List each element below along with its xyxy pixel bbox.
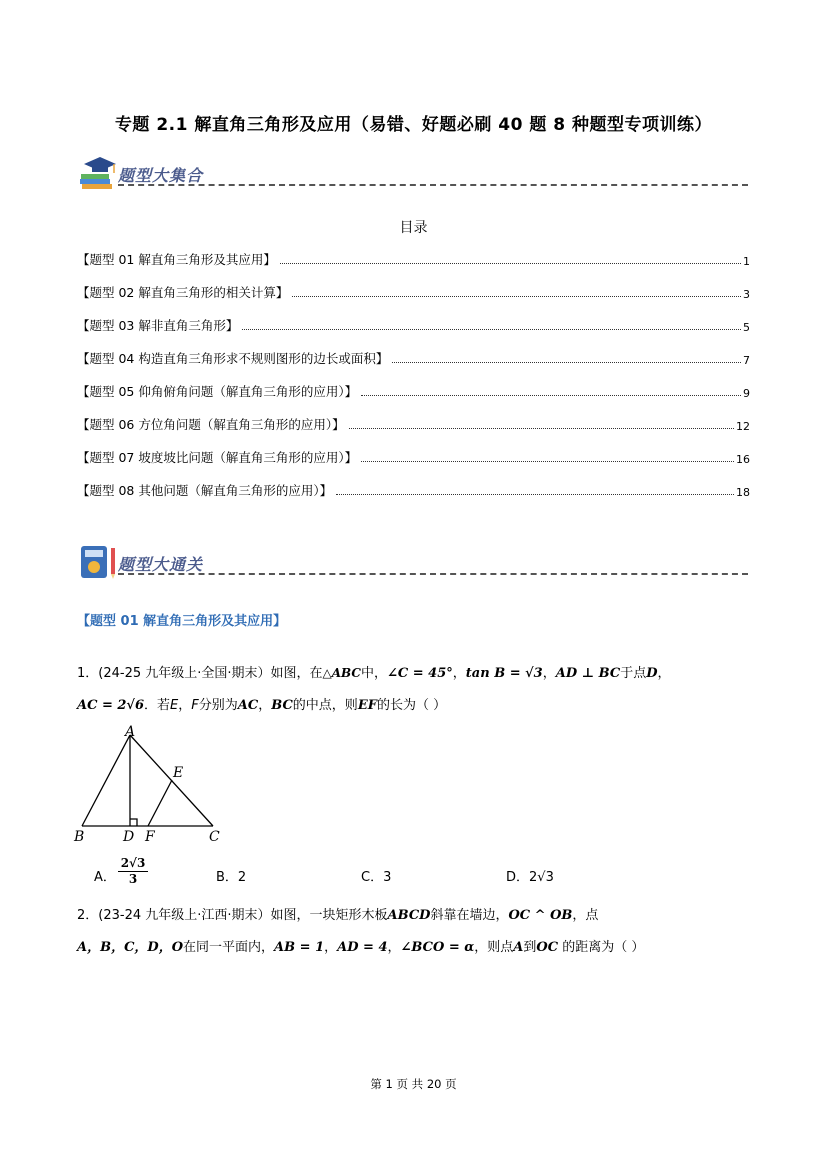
- choice-d[interactable]: D．2√3: [506, 870, 554, 885]
- section-banner-practice: [78, 542, 748, 582]
- toc-item[interactable]: [77, 413, 750, 433]
- document-title: 专题 2.1 解直角三角形及应用（易错、好题必刷 40 题 8 种题型专项训练）: [114, 115, 713, 135]
- banner-text-practice: 题型大通关: [118, 555, 204, 574]
- toc-item-page: 3: [743, 288, 750, 301]
- segment-ab: [82, 735, 130, 826]
- q1-text: ，: [178, 698, 192, 713]
- toc-item-label: 【题型 05 仰角俯角问题（解直角三角形的应用）】: [77, 384, 358, 399]
- segment-ef: [148, 780, 172, 826]
- q1-text: ，: [657, 666, 671, 681]
- q2-math: A: [513, 940, 524, 955]
- label-c: C: [209, 829, 220, 845]
- toc-leader-dots: [292, 295, 741, 297]
- toc-leader-dots: [242, 328, 741, 330]
- q2-text: ，: [324, 940, 338, 955]
- section-banner-collection: [78, 153, 748, 193]
- q1-math: tan B = √3: [465, 666, 543, 681]
- q1-text: ．若: [144, 698, 171, 713]
- q1-math: D: [646, 666, 658, 681]
- toc-item-page: 1: [743, 255, 750, 268]
- toc-item-label: 【题型 08 其他问题（解直角三角形的应用）】: [77, 483, 333, 498]
- q1-var: F: [191, 698, 199, 713]
- page-footer: 第 1 页 共 20 页: [370, 1077, 457, 1091]
- q1-text: 的中点，则: [292, 698, 358, 713]
- toc-leader-dots: [280, 262, 741, 264]
- calculator-pencil-icon: [78, 542, 118, 582]
- choice-a[interactable]: [94, 866, 116, 885]
- toc-item-label: 【题型 03 解非直角三角形】: [77, 318, 239, 333]
- toc-item-page: 5: [743, 321, 750, 334]
- label-b: B: [74, 829, 85, 845]
- q1-var: E: [170, 698, 179, 713]
- label-d: D: [123, 829, 135, 845]
- toc-item[interactable]: [77, 446, 750, 466]
- toc-item-page: 18: [736, 486, 750, 499]
- q2-text: ，则点: [474, 940, 514, 955]
- question-2-line-1: [77, 904, 598, 923]
- toc-leader-dots: [361, 394, 741, 396]
- q1-text: ，: [452, 666, 466, 681]
- q2-math: AB = 1: [274, 940, 325, 955]
- label-e: E: [173, 765, 184, 781]
- right-angle-mark: [130, 819, 137, 826]
- q2-text: 的距离为（ ）: [558, 940, 645, 955]
- q2-text: 在同一平面内，: [183, 940, 275, 955]
- toc-leader-dots: [392, 361, 741, 363]
- toc-item-page: 16: [736, 453, 750, 466]
- banner-divider: [118, 573, 748, 575]
- q2-math: OC ^ OB: [508, 908, 573, 923]
- q1-math: BC: [271, 698, 293, 713]
- q1-text: 中，: [360, 666, 387, 681]
- q1-text: 1．(24-25 九年级上·全国·期末）如图，在: [77, 666, 323, 681]
- question-1-line-1: [77, 662, 671, 681]
- q2-text: 2．(23-24 九年级上·江西·期末）如图，一块矩形木板: [77, 908, 388, 923]
- toc-leader-dots: [349, 427, 734, 429]
- q1-text: ，: [542, 666, 556, 681]
- q1-math: ∠C = 45°: [387, 666, 453, 681]
- fraction-denominator: 3: [128, 872, 138, 886]
- section-heading-type01: 【题型 01 解直角三角形及其应用】: [77, 614, 287, 629]
- q2-math: ∠BCO = α: [400, 940, 475, 955]
- toc-item[interactable]: [77, 314, 750, 334]
- choice-a-fraction: [118, 856, 148, 887]
- toc-item[interactable]: [77, 281, 750, 301]
- q1-math: AD ⊥ BC: [555, 666, 621, 681]
- toc-item-label: 【题型 04 构造直角三角形求不规则图形的边长或面积】: [77, 351, 389, 366]
- choice-a-label: A．: [94, 870, 116, 885]
- q1-math: △ABC: [322, 666, 361, 680]
- banner-text-collection: 题型大集合: [118, 166, 204, 185]
- toc-item[interactable]: [77, 479, 750, 499]
- q2-math: A，B，C，D，O: [77, 940, 184, 955]
- q2-math: OC: [536, 940, 559, 955]
- choice-c[interactable]: C．3: [361, 870, 392, 885]
- toc-item-label: 【题型 07 坡度坡比问题（解直角三角形的应用）】: [77, 450, 358, 465]
- q1-math: AC = 2√6: [77, 698, 145, 713]
- q1-text: ，: [258, 698, 272, 713]
- q2-math: ABCD: [387, 908, 431, 923]
- toc-heading: 目录: [399, 220, 428, 236]
- toc-item-label: 【题型 01 解直角三角形及其应用】: [77, 252, 276, 267]
- banner-divider: [118, 184, 748, 186]
- toc-item-label: 【题型 02 解直角三角形的相关计算】: [77, 285, 289, 300]
- choice-b[interactable]: B．2: [216, 870, 247, 885]
- toc-leader-dots: [361, 460, 734, 462]
- toc-item-label: 【题型 06 方位角问题（解直角三角形的应用）】: [77, 417, 345, 432]
- question-2-line-2: [77, 936, 644, 955]
- question-1-line-2: [77, 694, 446, 713]
- q2-text: 斜靠在墙边，: [430, 908, 509, 923]
- q1-text: 分别为: [198, 698, 238, 713]
- graduation-cap-books-icon: [78, 153, 118, 193]
- q2-text: 到: [523, 940, 537, 955]
- toc-item-page: 9: [743, 387, 750, 400]
- q2-math: AD = 4: [337, 940, 388, 955]
- q1-text: 于点: [620, 666, 647, 681]
- toc-item[interactable]: [77, 248, 750, 268]
- toc-item-page: 7: [743, 354, 750, 367]
- triangle-figure: [70, 724, 230, 846]
- toc-item[interactable]: [77, 347, 750, 367]
- label-a: A: [125, 724, 136, 740]
- q1-math: AC: [237, 698, 259, 713]
- q2-text: ，: [387, 940, 401, 955]
- toc-leader-dots: [336, 493, 734, 495]
- q1-math: EF: [357, 698, 377, 713]
- q2-text: ，点: [572, 908, 599, 923]
- q1-text: 的长为（ ）: [376, 698, 447, 713]
- toc-item-page: 12: [736, 420, 750, 433]
- fraction-numerator: 2√3: [118, 856, 148, 872]
- toc-item[interactable]: [77, 380, 750, 400]
- label-f: F: [145, 829, 155, 845]
